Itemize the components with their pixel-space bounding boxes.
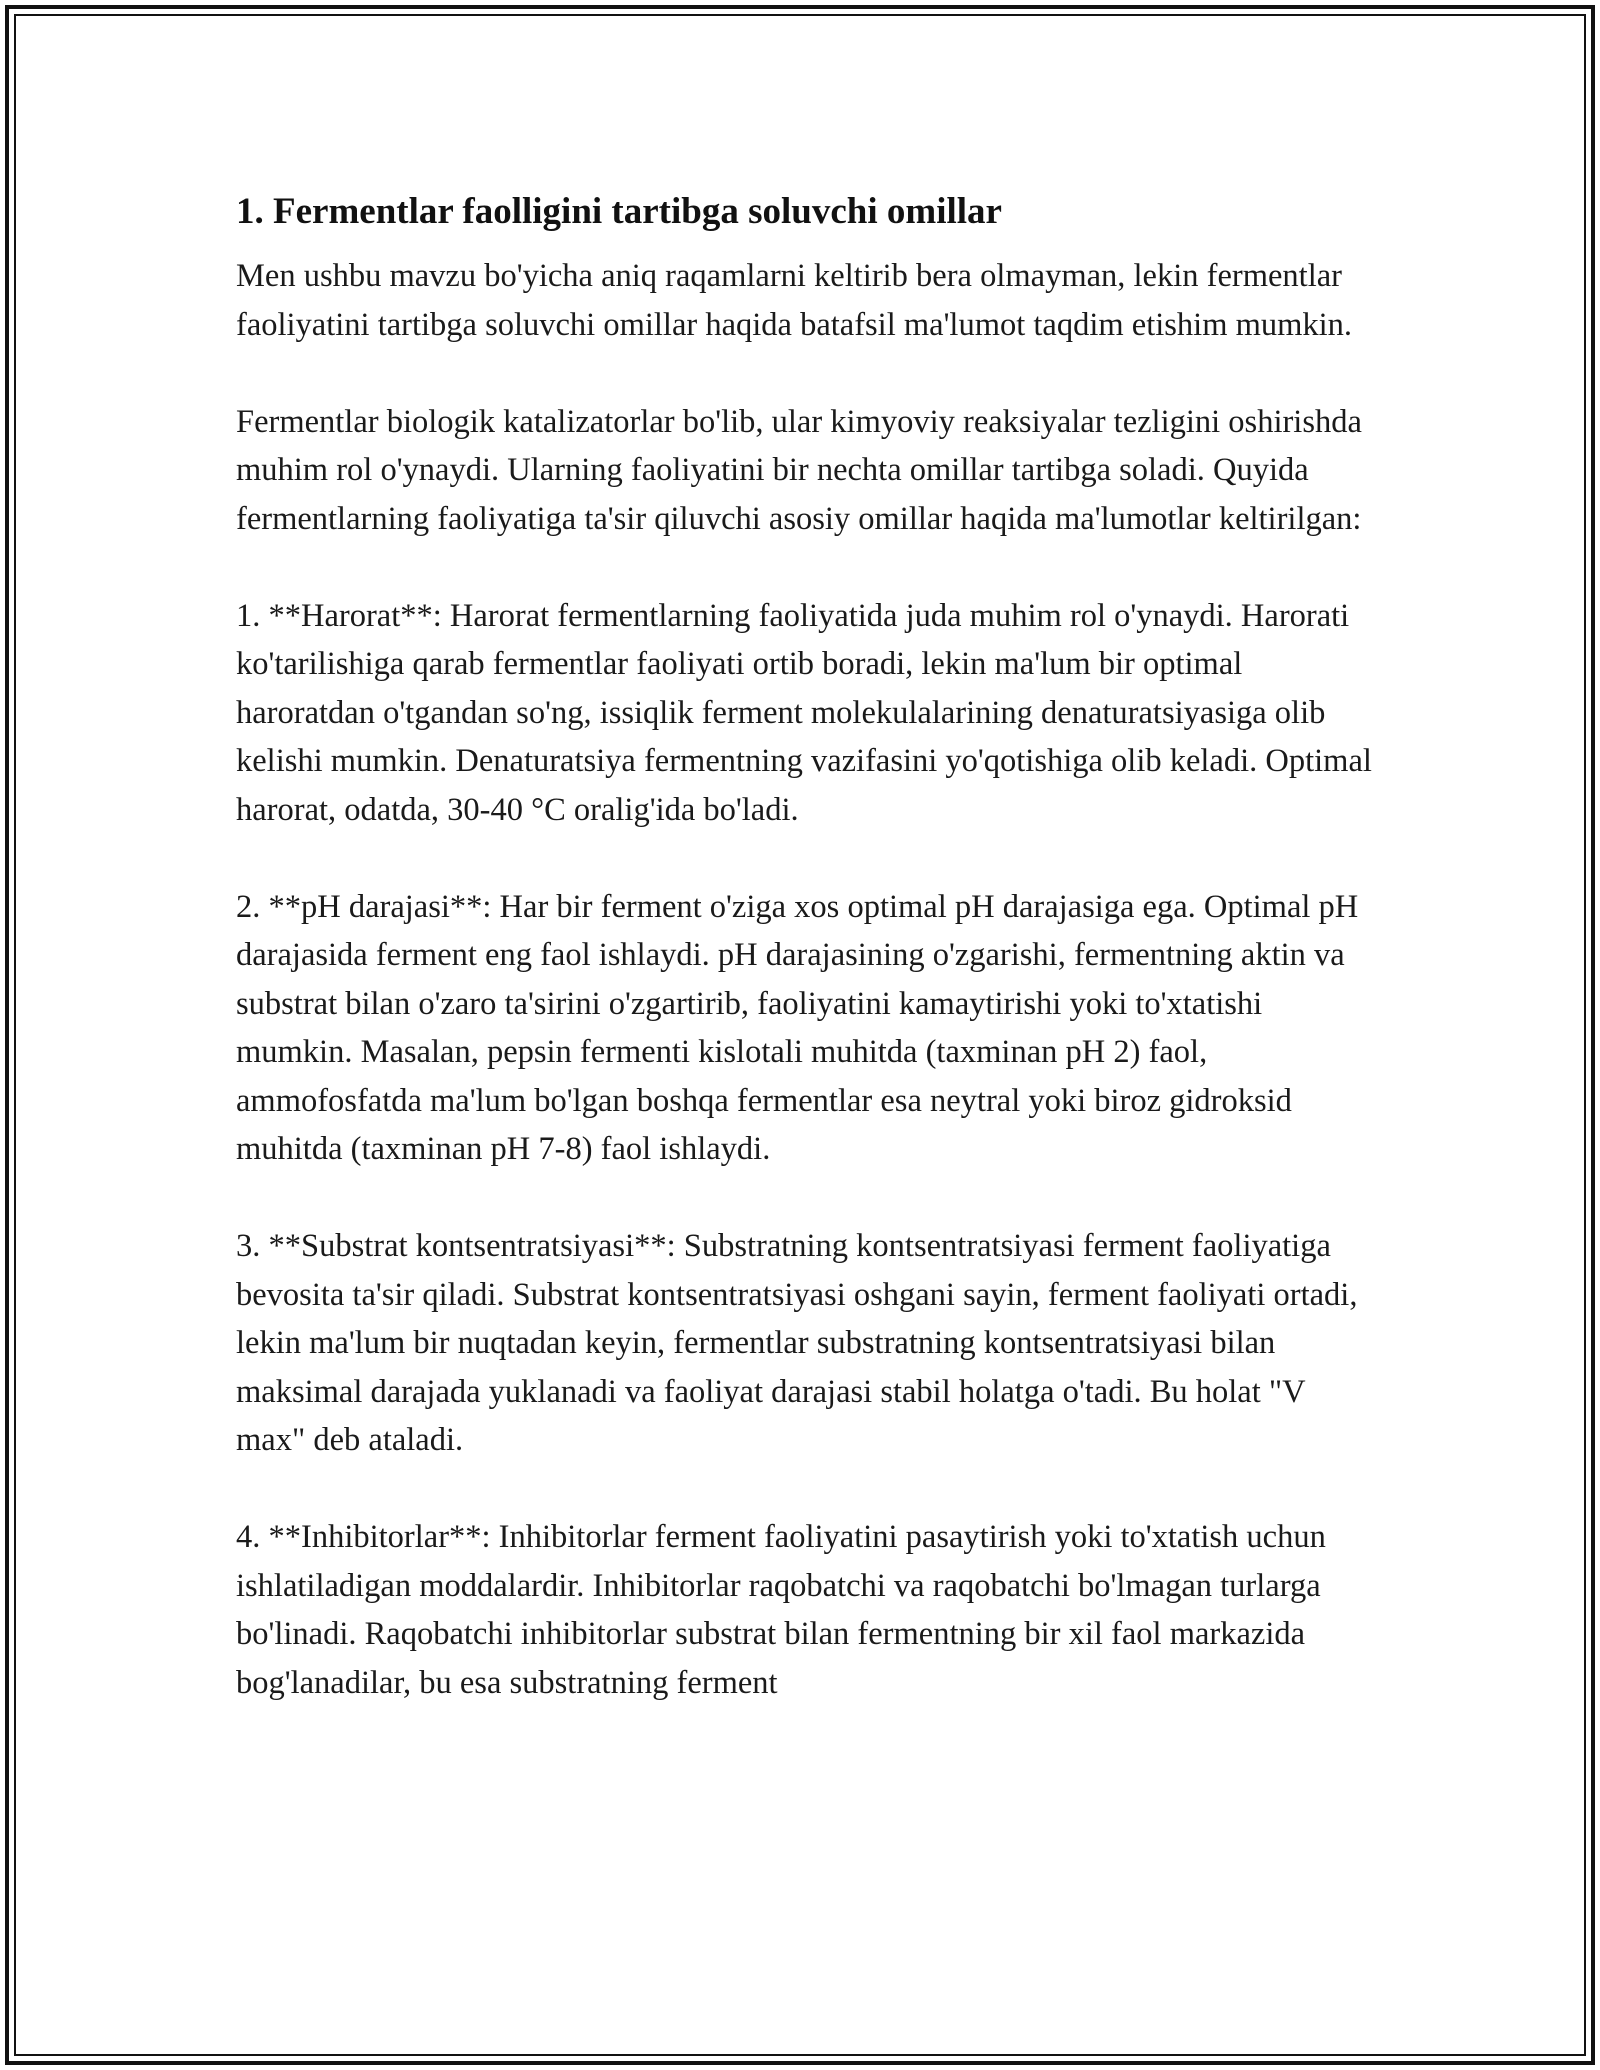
paragraph-substrate-concentration: 3. **Substrat kontsentratsiyasi**: Substratning kontsentratsiyasi ferment faoliyatiga bevosita ta'sir qiladi. Substrat kontsentratsiyasi oshgani sayin, ferment faoliyati ortadi, lekin ma'lum bir nuqtadan keyin, fermentlar substratning kontsentratsiyasi bilan maksimal darajada yuklanadi va faoliyat darajasi stabil holatga o'tadi. Bu holat "V max" deb ataladi. [236,1228,1358,1458]
paragraph-ph-level: 2. **pH darajasi**: Har bir ferment o'ziga xos optimal pH darajasiga ega. Optimal pH darajasida ferment eng faol ishlaydi. pH darajasining o'zgarishi, fermentning aktin va substrat bilan o'zaro ta'sirini o'zgartirib, faoliyatini kamaytirishi yoki to'xtatishi mumkin. Masalan, pepsin fermenti kislotali muhitda (taxminan pH 2) faol, ammofosfatda ma'lum bo'lgan boshqa fermentlar esa neytral yoki biroz gidroksid muhitda (taxminan pH 7-8) faol ishlaydi. [236,888,1359,1167]
paragraph-inhibitors: 4. **Inhibitorlar**: Inhibitorlar ferment faoliyatini pasaytirish yoki to'xtatish uchun ishlatiladigan moddalardir. Inhibitorlar raqobatchi va raqobatchi bo'lmagan turlarga bo'linadi. Raqobatchi inhibitorlar substrat bilan fermentning bir xil faol markazida bog'lanadilar, bu esa substratning ferment [236,1519,1326,1701]
section-heading: 1. Fermentlar faolligini tartibga soluvchi omillar [236,191,1002,232]
paragraph-overview: Fermentlar biologik katalizatorlar bo'lib, ular kimyoviy reaksiyalar tezligini oshirishda muhim rol o'ynaydi. Ularning faoliyatini bir nechta omillar tartibga soladi. Quyida fermentlarning faoliyatiga ta'sir qiluvchi asosiy omillar haqida ma'lumotlar keltirilgan: [236,403,1362,537]
paragraph-temperature: 1. **Harorat**: Harorat fermentlarning faoliyatida juda muhim rol o'ynaydi. Harorati ko'tarilishiga qarab fermentlar faoliyati ortib boradi, lekin ma'lum bir optimal haroratdan o'tgandan so'ng, issiqlik ferment molekulalarining denaturatsiyasiga olib kelishi mumkin. Denaturatsiya fermentning vazifasini yo'qotishiga olib keladi. Optimal harorat, odatda, 30-40 °C oralig'ida bo'ladi. [236,597,1372,828]
document-body [236,188,1376,1707]
paragraph-intro: Men ushbu mavzu bo'yicha aniq raqamlarni keltirib bera olmayman, lekin fermentlar faoliyatini tartibga soluvchi omillar haqida batafsil ma'lumot taqdim etishim mumkin. [236,258,1353,343]
